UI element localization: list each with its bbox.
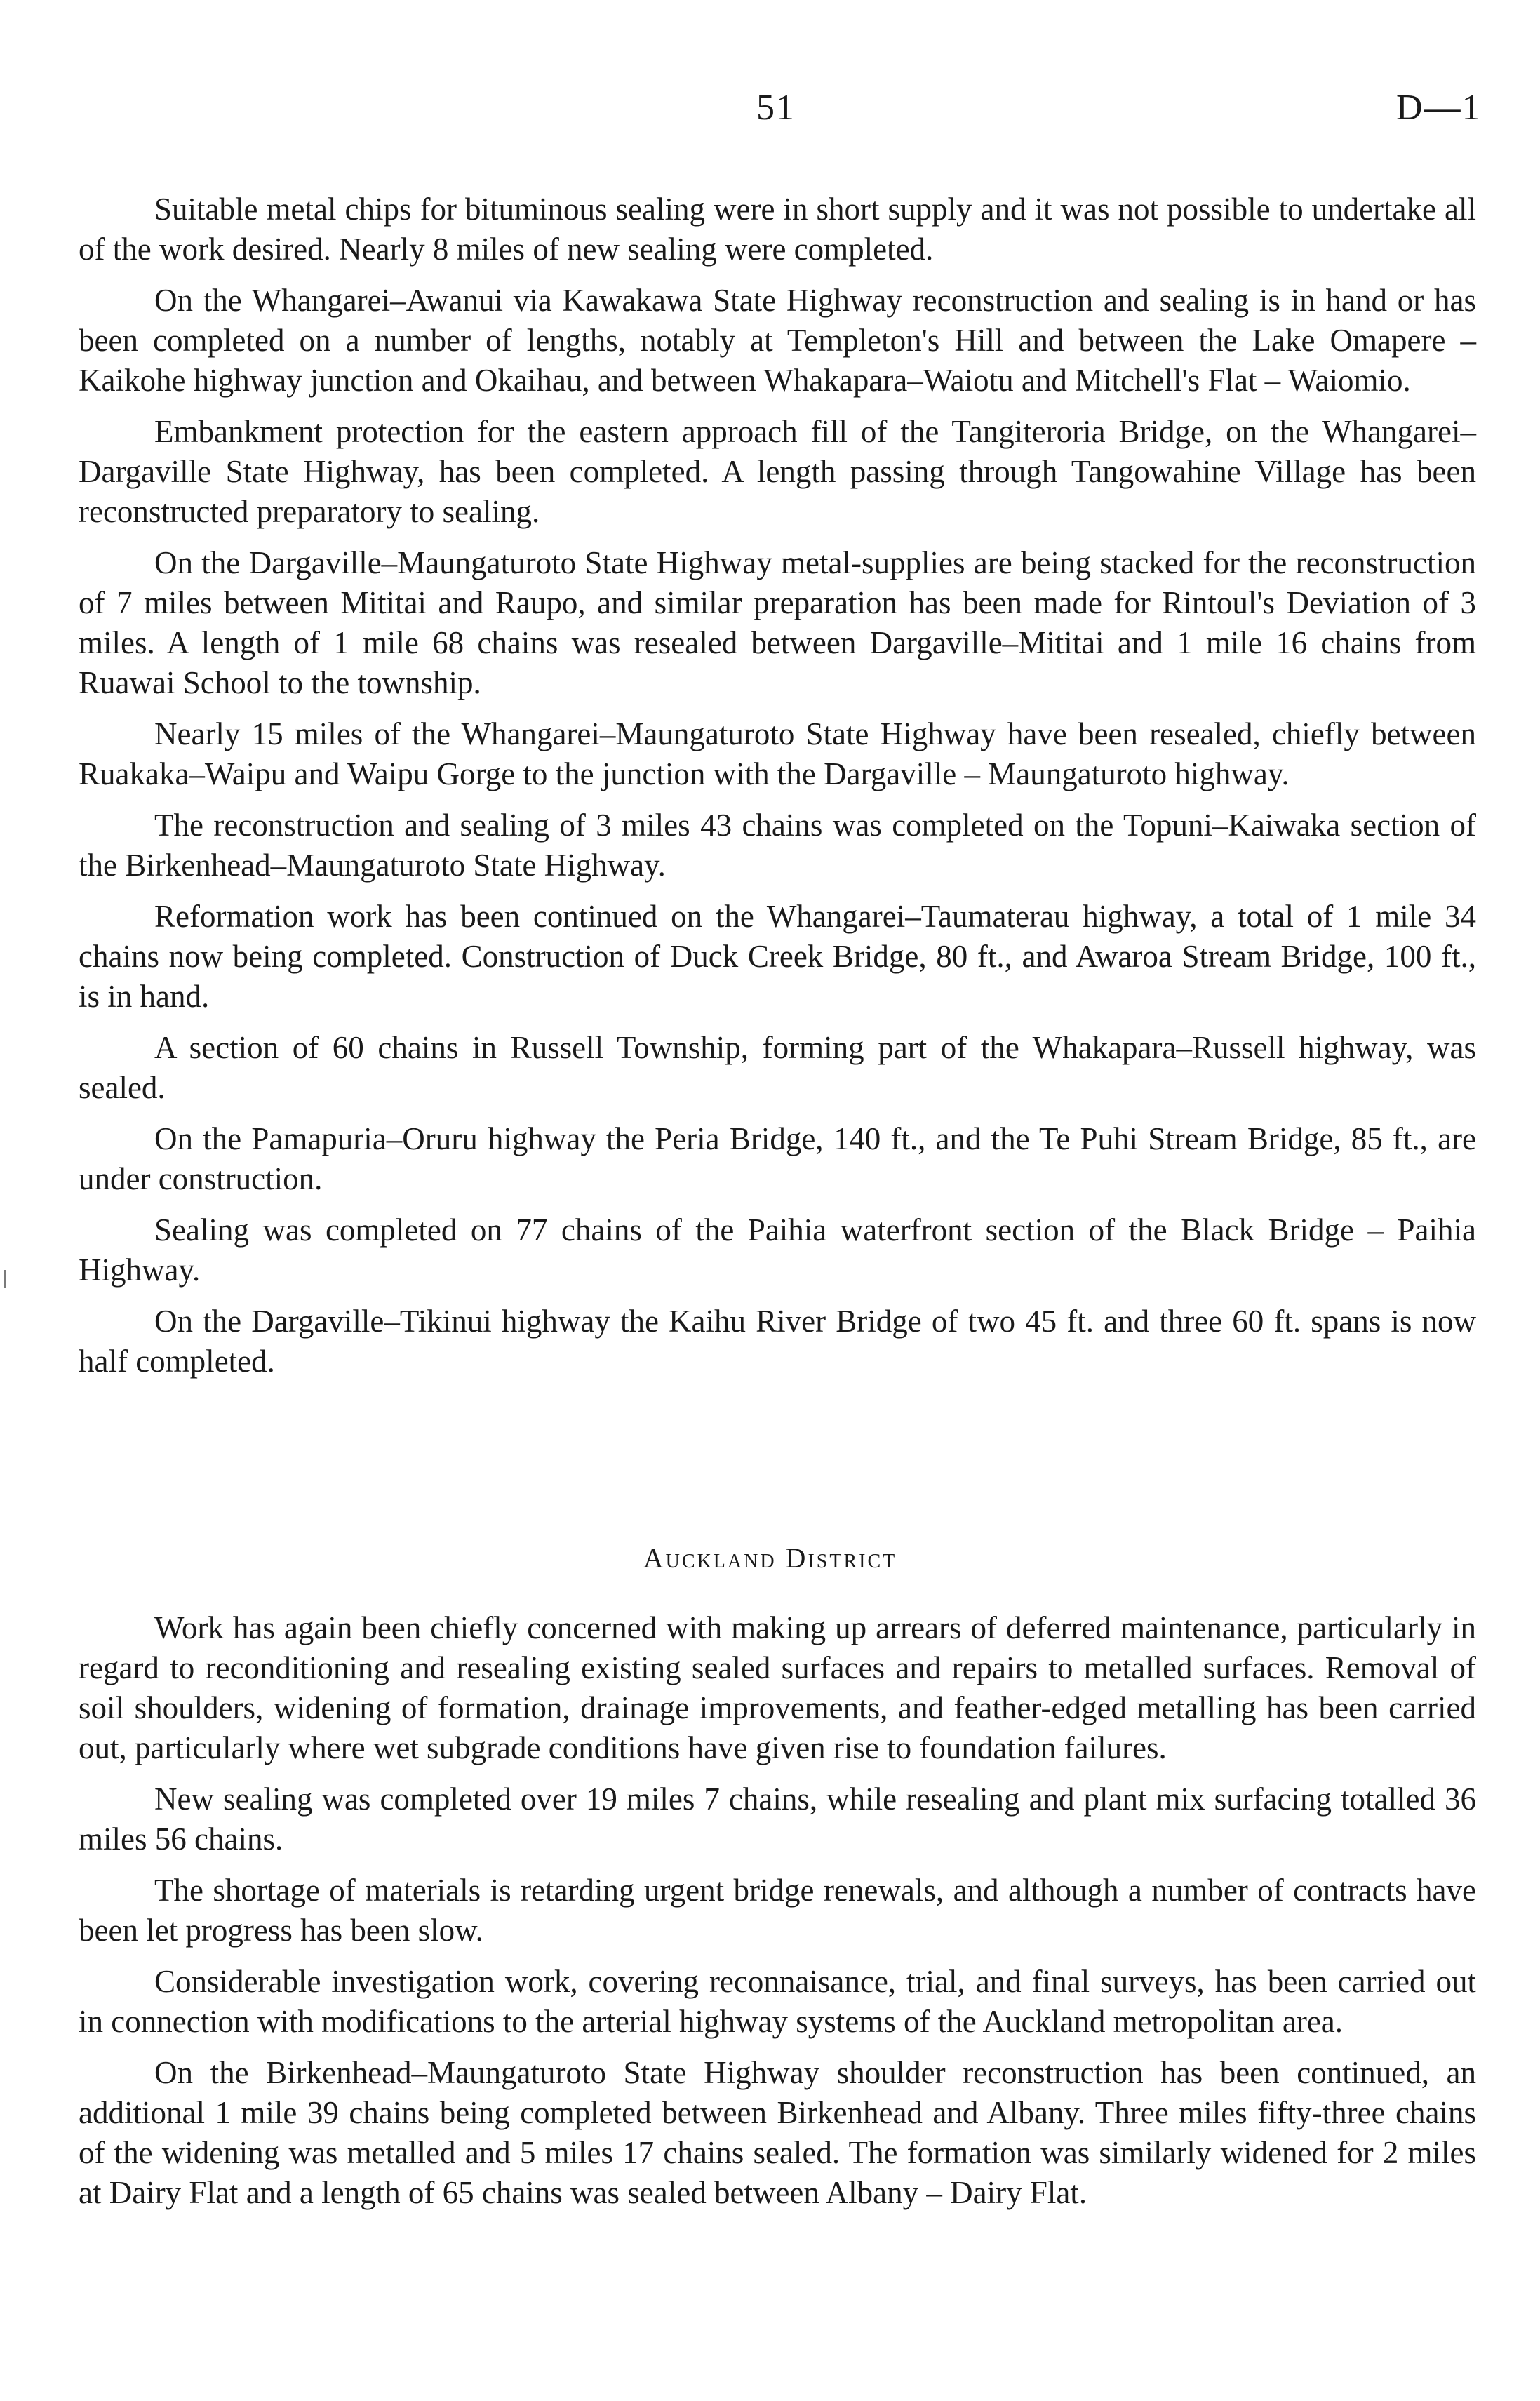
margin-mark bbox=[4, 1270, 6, 1288]
paragraph: Embankment protection for the eastern approach fill of the Tangiteroria Bridge, on the Whangarei–Dargaville State Highway, has been completed. A length passing through Tangowahine Village has been reconstructed preparatory to sealing. bbox=[79, 414, 1476, 529]
page-number: 51 bbox=[756, 88, 796, 128]
paragraph: New sealing was completed over 19 miles 7 chains, while resealing and plant mix surfacing totalled 36 miles 56 chains. bbox=[79, 1781, 1476, 1857]
body-text-auckland bbox=[79, 1608, 1476, 2213]
section-heading: Auckland District bbox=[643, 1542, 897, 1574]
paragraph: Reformation work has been continued on the Whangarei–Taumaterau highway, a total of 1 mile 34 chains now being completed. Construction of Duck Creek Bridge, 80 ft., and Awaroa Stream Bridge, 100 ft., is in hand. bbox=[79, 899, 1476, 1014]
paragraph: The shortage of materials is retarding urgent bridge renewals, and although a number of contracts have been let progress has been slow. bbox=[79, 1873, 1476, 1948]
body-text-northland bbox=[79, 189, 1476, 1382]
paragraph: On the Whangarei–Awanui via Kawakawa State Highway reconstruction and sealing is in hand or has been completed on a number of lengths, notably at Templeton's Hill and between the Lake Omapere – Kaikohe highway junction and Okaihau, and between Whakapara–Waiotu and Mitchell's Flat – Waiomio. bbox=[79, 283, 1476, 398]
paragraph: On the Birkenhead–Maungaturoto State Highway shoulder reconstruction has been continued, an additional 1 mile 39 chains being completed between Birkenhead and Albany. Three miles fifty-three chains of the widening was metalled and 5 miles 17 chains sealed. The formation was similarly widened for 2 miles at Dairy Flat and a length of 65 chains was sealed between Albany – Dairy Flat. bbox=[79, 2055, 1476, 2210]
paragraph: Sealing was completed on 77 chains of the Paihia waterfront section of the Black Bridge – Paihia Highway. bbox=[79, 1212, 1476, 1288]
paragraph: The reconstruction and sealing of 3 miles 43 chains was completed on the Topuni–Kaiwaka section of the Birkenhead–Maungaturoto State Highway. bbox=[79, 808, 1476, 883]
paragraph: Suitable metal chips for bituminous sealing were in short supply and it was not possible to undertake all of the work desired. Nearly 8 miles of new sealing were completed. bbox=[79, 192, 1476, 267]
paragraph: On the Pamapuria–Oruru highway the Peria Bridge, 140 ft., and the Te Puhi Stream Bridge, 85 ft., are under construction. bbox=[79, 1121, 1476, 1196]
paragraph: On the Dargaville–Maungaturoto State Highway metal-supplies are being stacked for the reconstruction of 7 miles between Mititai and Raupo, and similar preparation has been made for Rintoul's Deviation of 3 miles. A length of 1 mile 68 chains was resealed between Dargaville–Mititai and 1 mile 16 chains from Ruawai School to the township. bbox=[79, 545, 1476, 700]
paragraph: Work has again been chiefly concerned with making up arrears of deferred maintenance, particularly in regard to reconditioning and resealing existing sealed surfaces and repairs to metalled surfaces. Removal of soil shoulders, widening of formation, drainage improvements, and feather-edged metalling has been carried out, particularly where wet subgrade conditions have given rise to foundation failures. bbox=[79, 1610, 1476, 1765]
document-code: D—1 bbox=[1396, 88, 1482, 128]
paragraph: Considerable investigation work, covering reconnaisance, trial, and final surveys, has been carried out in connection with modifications to the arterial highway systems of the Auckland metropolitan area. bbox=[79, 1964, 1476, 2039]
paragraph: On the Dargaville–Tikinui highway the Kaihu River Bridge of two 45 ft. and three 60 ft. spans is now half completed. bbox=[79, 1304, 1476, 1379]
paragraph: A section of 60 chains in Russell Township, forming part of the Whakapara–Russell highway, was sealed. bbox=[79, 1030, 1476, 1105]
paragraph: Nearly 15 miles of the Whangarei–Maungaturoto State Highway have been resealed, chiefly between Ruakaka–Waipu and Waipu Gorge to the junction with the Dargaville – Maungaturoto highway. bbox=[79, 716, 1476, 791]
